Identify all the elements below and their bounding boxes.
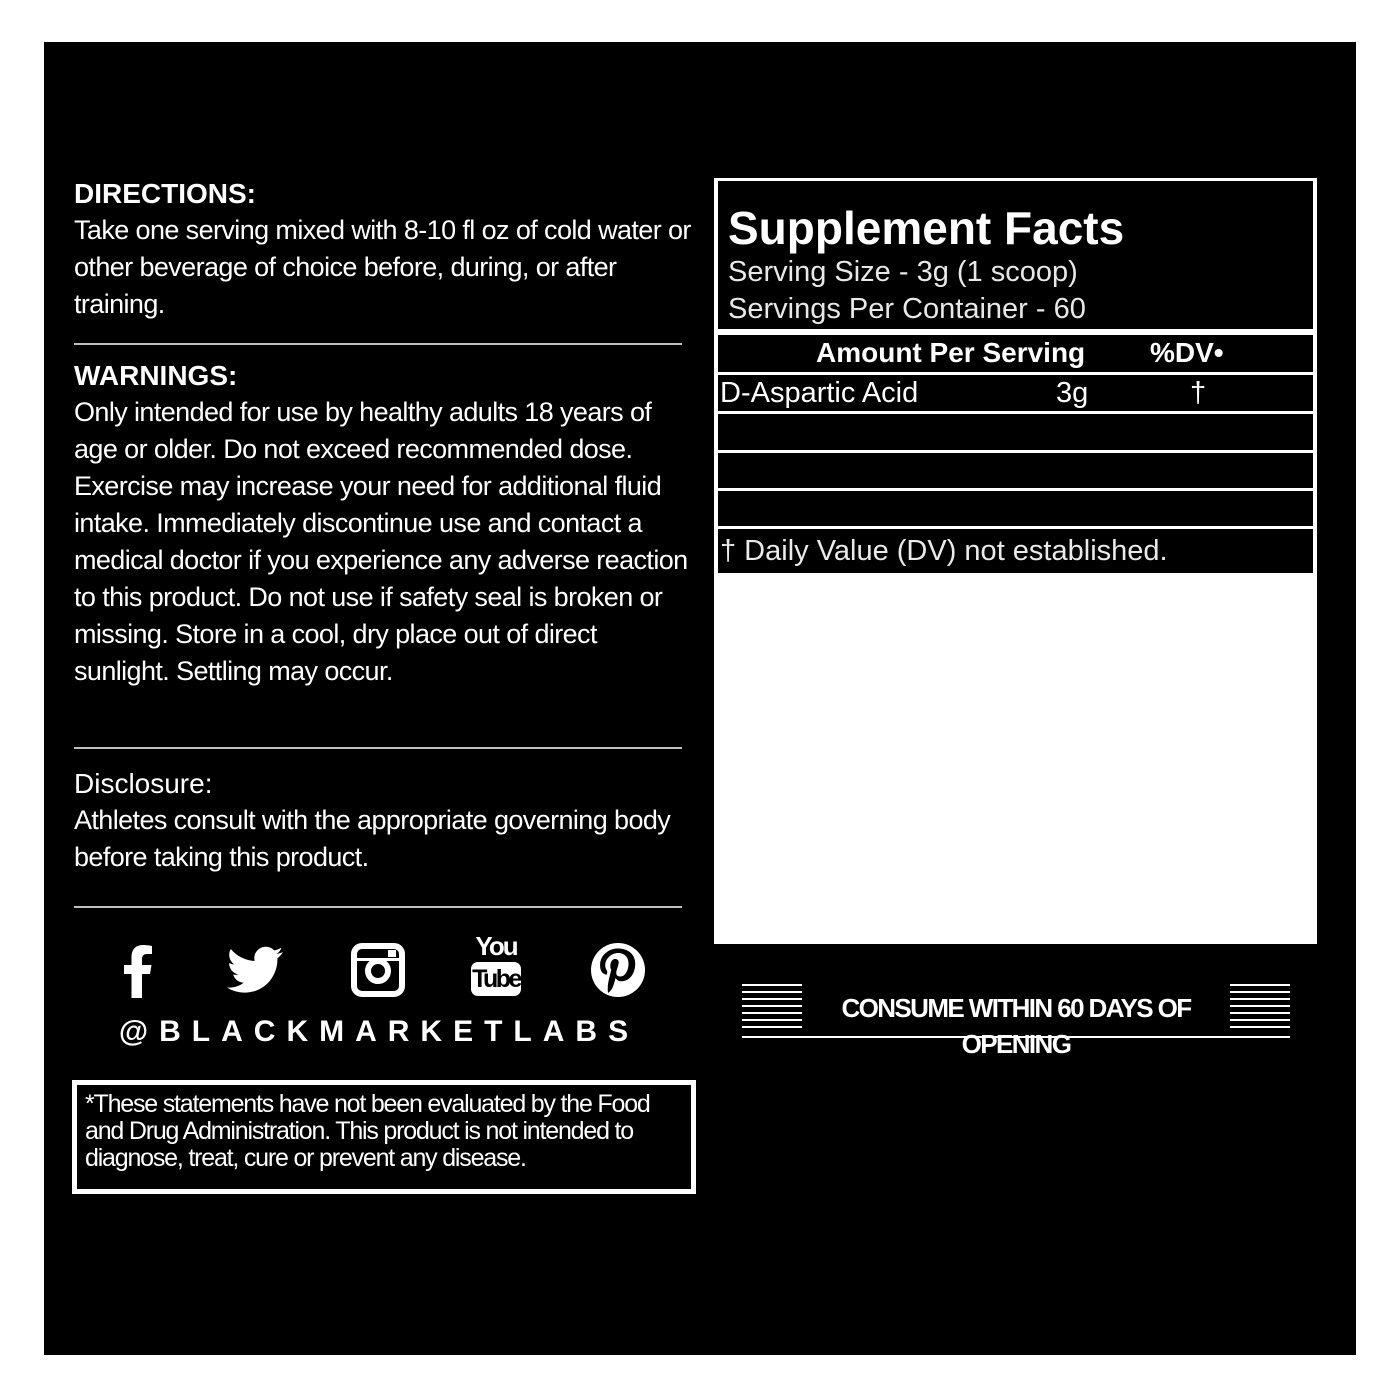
instagram-icon[interactable] — [346, 938, 410, 1002]
directions-section — [74, 176, 694, 323]
consume-underline — [742, 1036, 1290, 1038]
consume-notice-text: CONSUME WITHIN 60 DAYS OF OPENING — [841, 993, 1191, 1059]
warnings-body: Only intended for use by healthy adults 18 years of age or older. Do not exceed recommended dose. Exercise may increase your need for additional fluid intake. Immediately discontinue use and contact a medical doctor if you experience any adverse reaction to this product. Do not use if safety seal is broken or missing. Store in a cool, dry place out of direct sunlight. Settling may occur. — [74, 397, 688, 686]
disclosure-body: Athletes consult with the appropriate governing body before taking this product. — [74, 805, 671, 872]
youtube-tube-text: Tube — [472, 965, 520, 993]
divider — [74, 747, 682, 749]
social-icons — [106, 931, 662, 1002]
youtube-you-text: You — [475, 931, 517, 961]
amount-per-serving-header: Amount Per Serving — [816, 337, 1086, 368]
directions-body: Take one serving mixed with 8-10 fl oz of cold water or other beverage of choice before, during, or after training. — [74, 215, 691, 319]
empty-row — [718, 453, 1313, 488]
youtube-tube-box — [471, 962, 521, 996]
ingredient-amount: 3g — [1056, 377, 1089, 409]
table-row — [718, 375, 1313, 411]
dv-header: %DV• — [1150, 337, 1224, 368]
youtube-icon[interactable] — [468, 932, 524, 1002]
ingredient-dv: † — [1190, 377, 1207, 409]
serving-size: Serving Size - 3g (1 scoop) — [728, 256, 1078, 288]
stripe-lines-left — [742, 983, 802, 1035]
empty-row — [718, 491, 1313, 526]
dv-footnote: † Daily Value (DV) not established. — [720, 535, 1168, 567]
amount-header-row — [718, 335, 1313, 372]
facebook-icon[interactable] — [106, 938, 170, 1002]
social-handle[interactable]: @BLACKMARKETLABS — [118, 1015, 640, 1048]
fda-disclaimer-box — [72, 1080, 696, 1194]
divider — [74, 906, 682, 908]
product-label-panel — [44, 42, 1356, 1355]
footnote-row — [718, 529, 1313, 573]
warnings-title: WARNINGS: — [74, 360, 238, 391]
consume-notice — [742, 980, 1290, 1059]
empty-row — [718, 414, 1313, 450]
disclosure-title: Disclosure: — [74, 768, 213, 799]
divider — [74, 343, 682, 345]
directions-title: DIRECTIONS: — [74, 178, 256, 209]
pinterest-icon[interactable] — [586, 938, 650, 1002]
supplement-facts-header — [718, 181, 1313, 329]
supplement-facts-panel — [714, 178, 1317, 944]
ingredient-name: D-Aspartic Acid — [720, 377, 919, 409]
supplement-facts-title: Supplement Facts — [728, 202, 1125, 254]
fda-disclaimer-text: *These statements have not been evaluated by the Food and Drug Administration. This product is not intended to diagnose, treat, cure or prevent any disease. — [85, 1090, 650, 1172]
twitter-icon[interactable] — [223, 938, 287, 1002]
stripe-lines-right — [1230, 983, 1290, 1035]
warnings-section — [74, 358, 694, 690]
disclosure-section — [74, 766, 694, 876]
servings-per-container: Servings Per Container - 60 — [728, 293, 1086, 325]
